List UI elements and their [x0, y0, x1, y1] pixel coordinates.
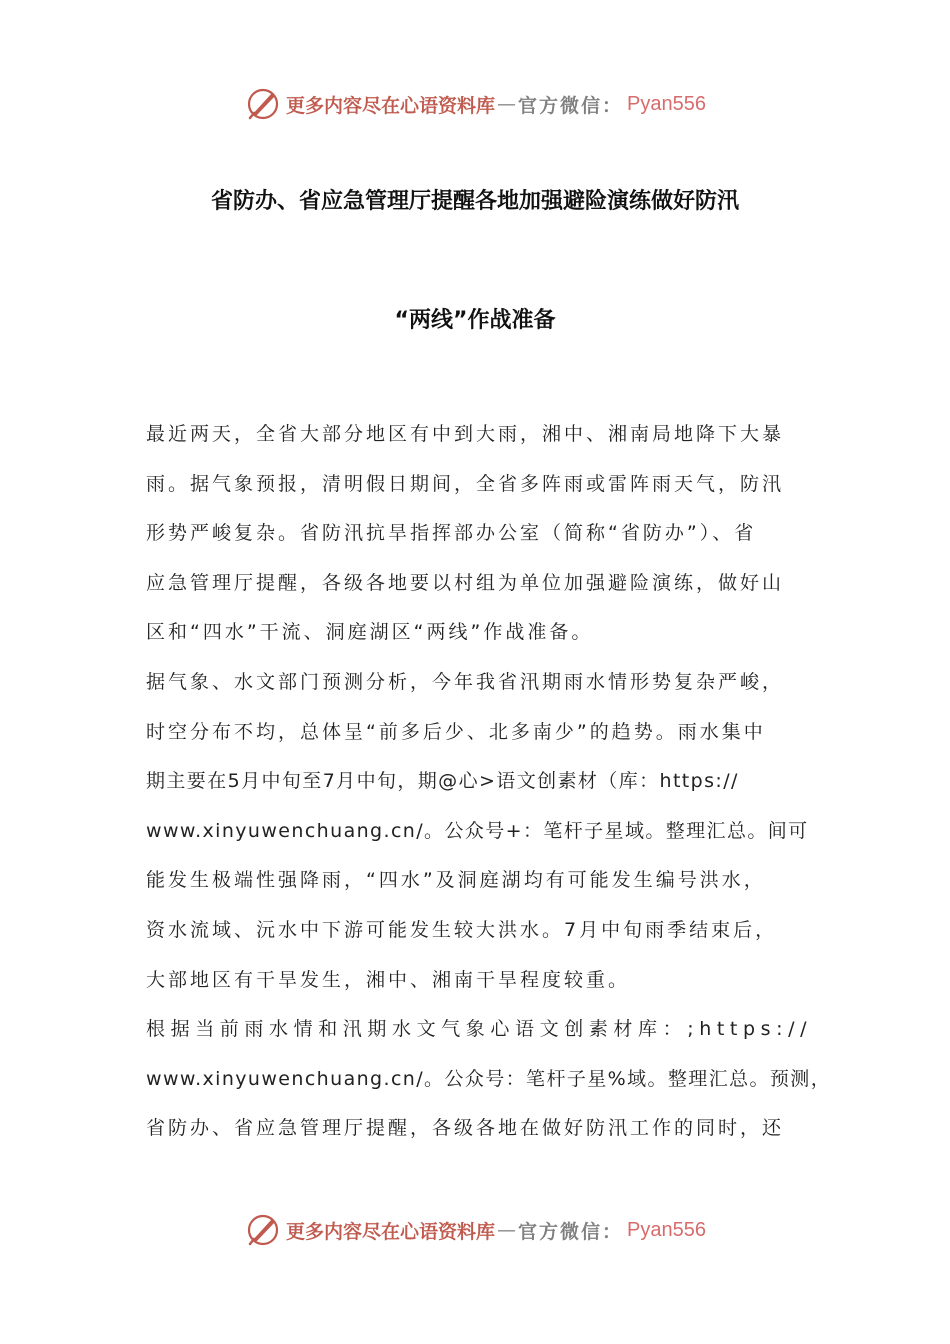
document-title-line-1: 省防办、省应急管理厅提醒各地加强避险演练做好防汛 — [210, 189, 739, 214]
body-line: 期主要在5月中旬至7月中旬，期@心>语文创素材（库：https:// — [146, 770, 739, 793]
banner-dash: — — [497, 93, 517, 115]
banner-wechat-id: Pyan556 — [627, 92, 706, 115]
quill-pen-logo-icon — [244, 85, 282, 123]
body-line: 雨。据气象预报，清明假日期间，全省多阵雨或雷阵雨天气，防汛 — [146, 472, 785, 495]
banner-dash: — — [497, 1219, 517, 1241]
banner-official-label: 官方微信： — [518, 94, 624, 117]
body-line: 大部地区有干旱发生，湘中、湘南干旱程度较重。 — [146, 968, 631, 991]
banner-official-label: 官方微信： — [518, 1220, 624, 1243]
banner-wechat-id: Pyan556 — [627, 1218, 706, 1241]
header-banner — [0, 84, 950, 124]
body-line: 应急管理厅提醒，各级各地要以村组为单位加强避险演练，做好山 — [146, 571, 785, 594]
body-line: 区和“四水”干流、洞庭湖区“两线”作战准备。 — [146, 621, 594, 644]
body-line: 能发生极端性强降雨，“四水”及洞庭湖均有可能发生编号洪水， — [146, 869, 766, 892]
body-line: www.xinyuwenchuang.cn/。公众号：笔杆子星%域。整理汇总。预测， — [146, 1067, 832, 1090]
quill-pen-logo-icon — [244, 1211, 282, 1249]
body-line: 据气象、水文部门预测分析，今年我省汛期雨水情形势复杂严峻， — [146, 670, 785, 693]
body-line: 最近两天，全省大部分地区有中到大雨，湘中、湘南局地降下大暴 — [146, 423, 785, 445]
banner-brand-text: 更多内容尽在心语资料库 — [286, 94, 496, 117]
body-line: 时空分布不均，总体呈“前多后少、北多南少”的趋势。雨水集中 — [146, 720, 766, 743]
document-title-line-2: “两线”作战准备 — [394, 308, 556, 333]
banner-brand-text: 更多内容尽在心语资料库 — [286, 1220, 496, 1243]
document-body — [146, 418, 832, 1162]
footer-banner — [0, 1210, 950, 1250]
body-line: www.xinyuwenchuang.cn/。公众号+：笔杆子星域。整理汇总。间可 — [146, 819, 809, 842]
body-line: 省防办、省应急管理厅提醒，各级各地在做好防汛工作的同时，还 — [146, 1117, 785, 1140]
body-line: 根据当前雨水情和汛期水文气象心语文创素材库：;https:// — [146, 1018, 813, 1041]
body-line: 形势严峻复杂。省防汛抗旱指挥部办公室（简称“省防办”）、省 — [146, 522, 757, 545]
body-line: 资水流域、沅水中下游可能发生较大洪水。7月中旬雨季结束后， — [146, 918, 778, 941]
